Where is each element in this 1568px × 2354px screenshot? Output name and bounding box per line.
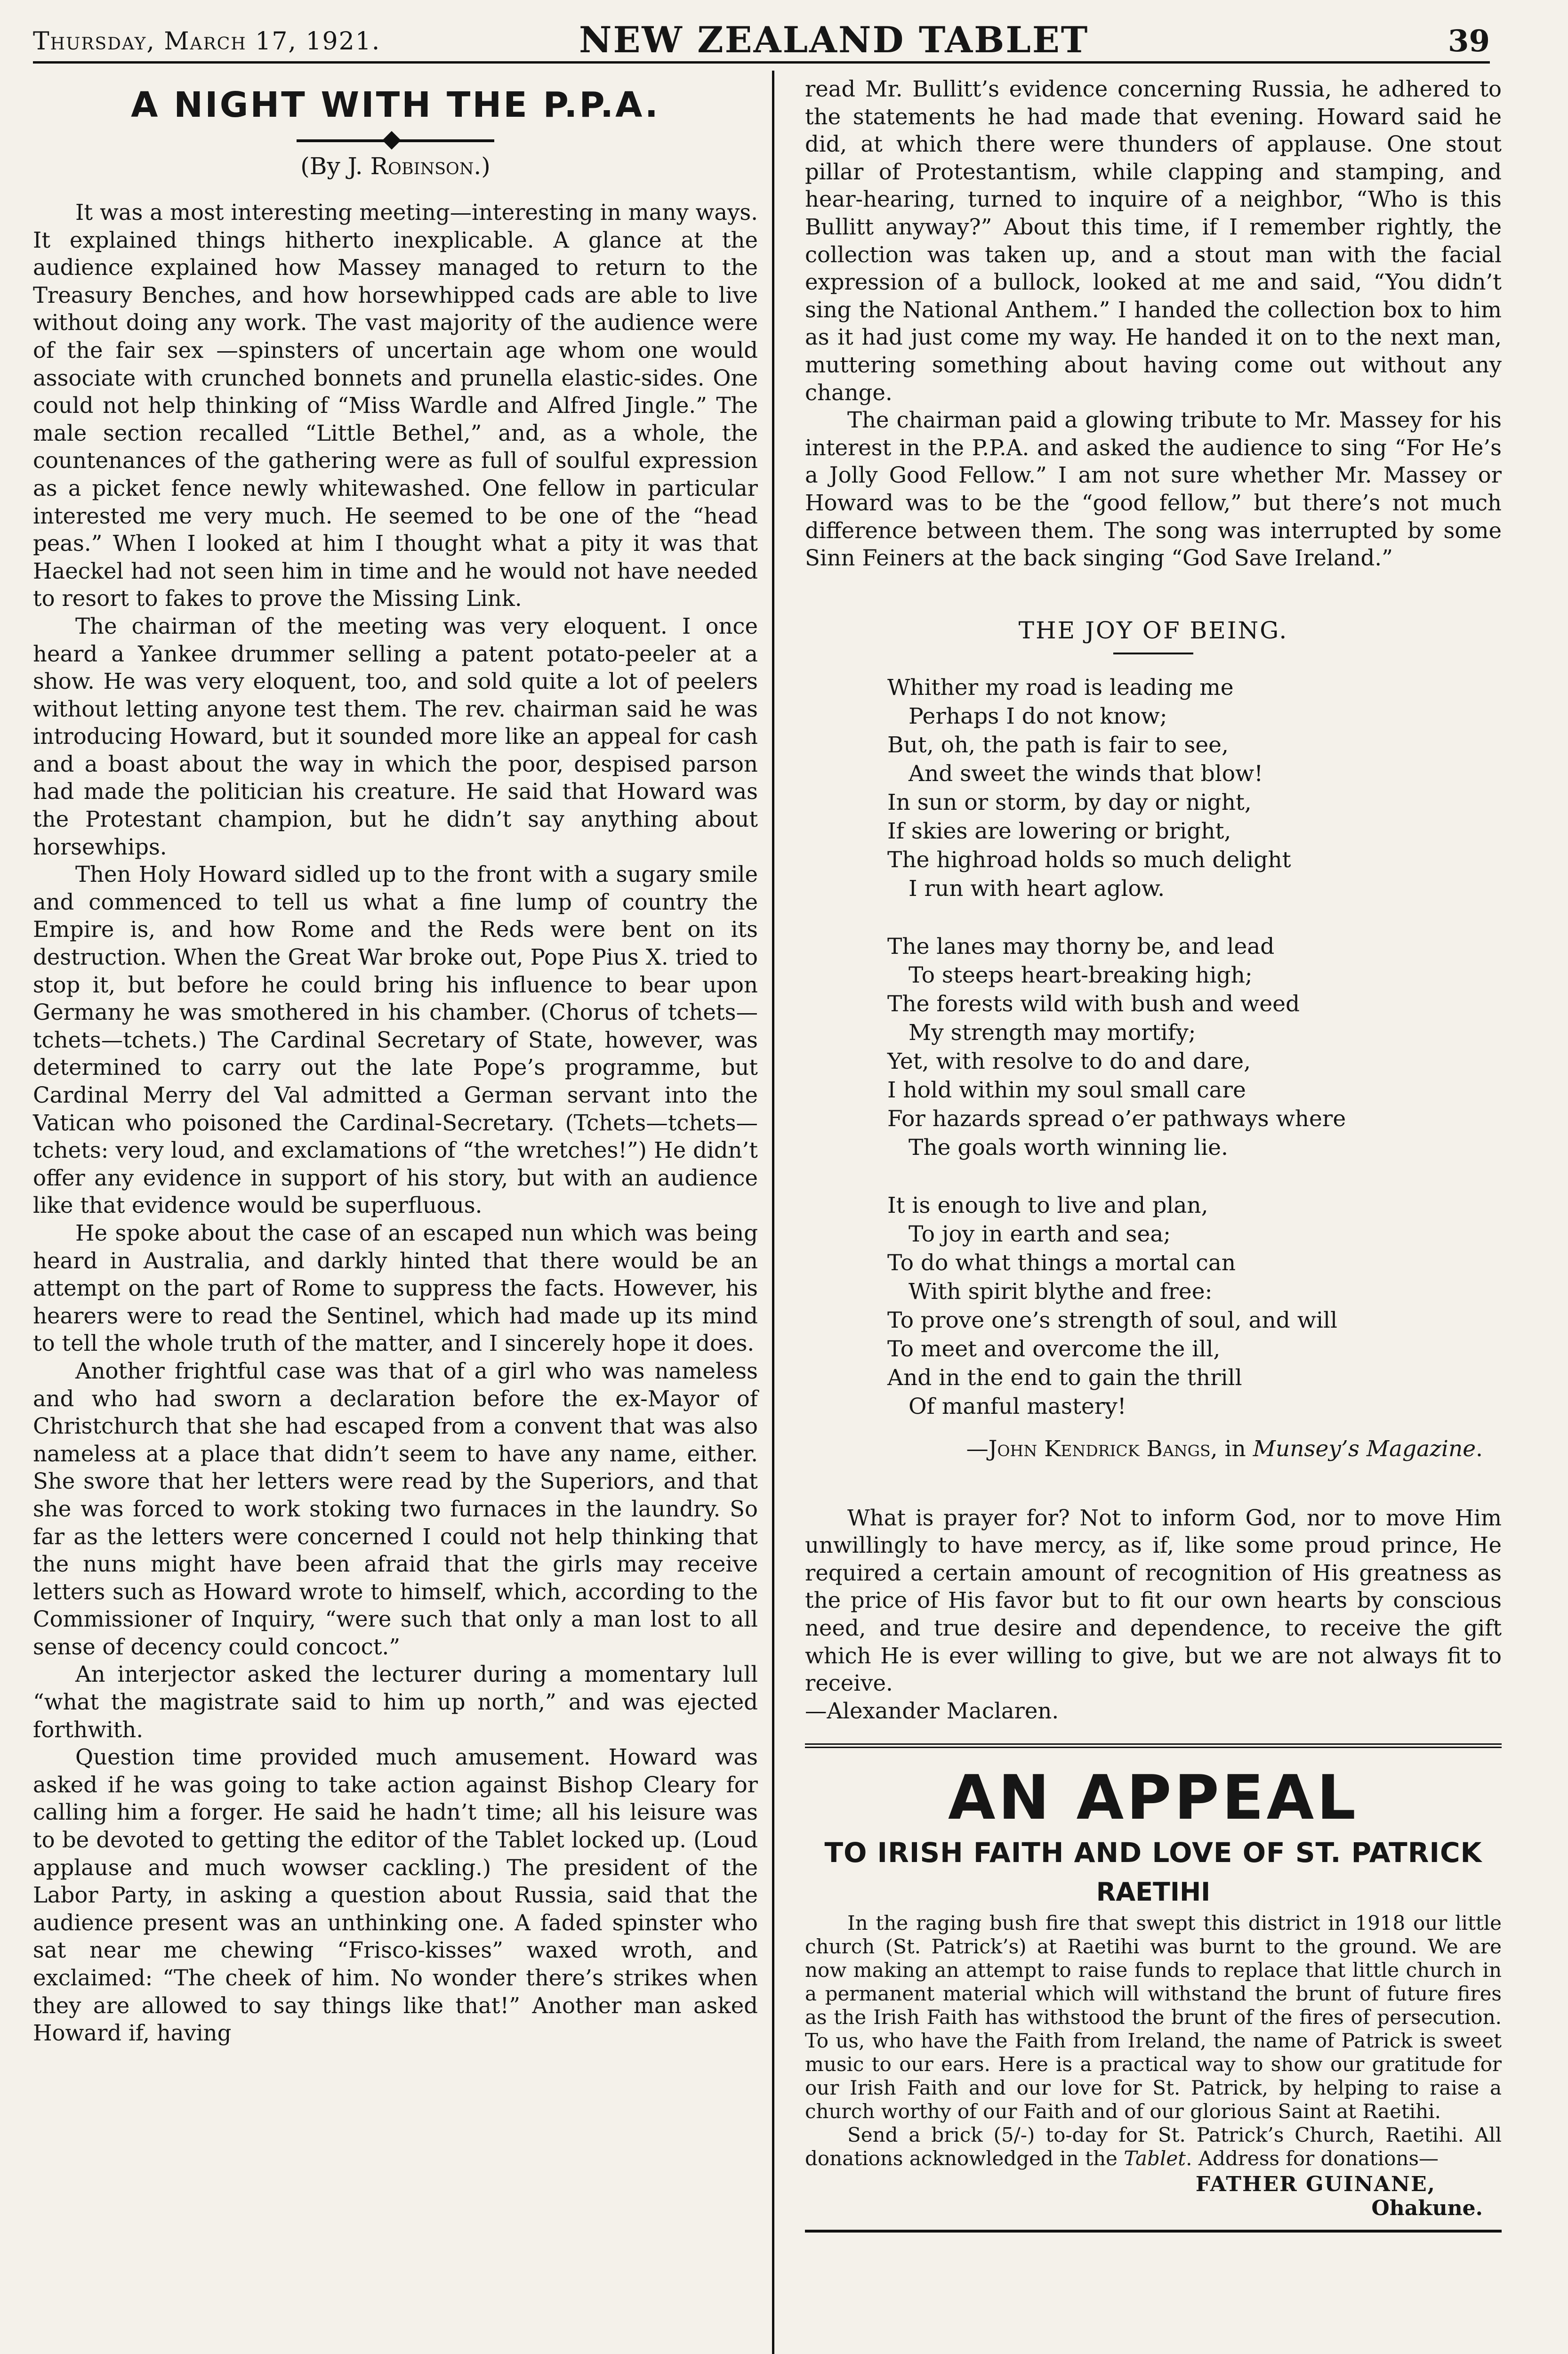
page-header: [33, 19, 1490, 64]
poem: [887, 673, 1502, 1421]
poem-line: But, oh, the path is fair to see,: [887, 732, 1229, 758]
article-paragraph: An interjector asked the lecturer during a momentary lull “what the magistrate said to him up north,” and was ejected forthwith.: [33, 1661, 758, 1742]
poem-line: To prove one’s strength of soul, and will: [887, 1307, 1338, 1333]
appeal-signature: FATHER GUINANE,: [1195, 2172, 1436, 2197]
credit-in: , in: [1210, 1435, 1253, 1462]
poem-line: If skies are lowering or bright,: [887, 818, 1231, 844]
poem-line: I run with heart aglow.: [909, 875, 1165, 902]
byline-open: (By J.: [300, 153, 370, 180]
issue-date: Thursday, March 17, 1921.: [33, 27, 381, 56]
poem-line: With spirit blythe and free:: [909, 1278, 1213, 1305]
byline-close: .): [474, 153, 491, 180]
prayer-quote: [805, 1504, 1502, 1725]
poem-title: THE JOY OF BEING.: [1018, 616, 1288, 644]
poem-line: And in the end to gain the thrill: [887, 1364, 1242, 1391]
credit-author: John Kendrick Bangs: [988, 1435, 1211, 1462]
credit-source: Munsey’s Magazine: [1253, 1435, 1476, 1462]
appeal-subtitle: TO IRISH FAITH AND LOVE OF ST. PATRICK: [824, 1837, 1482, 1869]
article-paragraph: He spoke about the case of an escaped nun which was being heard in Australia, and darkly hinted that there would be an attempt on the part of Rome to suppress the facts. However, his hearers were to read the Sentinel, which had made up its mind to tell the whole truth of the matter, and I sincerely hope it does.: [33, 1220, 758, 1356]
article-title: A NIGHT WITH THE P.P.A.: [131, 85, 660, 125]
poem-line: Perhaps I do not know;: [909, 703, 1167, 729]
article-continued-paragraph: read Mr. Bullitt’s evidence concerning Russia, he adhered to the statements he had made that evening. Howard said he did, at which there were thunders of applause. One stout pillar of Protestantism, while clapping and stamping, and hear-hearing, turned to inquire of a neighbor, “Who is this Bullitt anyway?” About this time, if I remember rightly, the collection was taken up, and a stout man with the facial expression of a bullock, looked at me and said, “You didn’t sing the National Anthem.” I handed the collection box to him as it had just come my way. He handed it on to the next man, muttering something about having come out without any change.: [805, 76, 1502, 405]
poem-line: To steeps heart-breaking high;: [909, 962, 1253, 988]
column-divider: [772, 71, 774, 2354]
appeal-text: [805, 1911, 1502, 2170]
credit-dash: —: [966, 1435, 989, 1462]
appeal-p2-end: . Address for donations—: [1186, 2147, 1439, 2170]
left-column: [33, 75, 758, 2047]
article-paragraph: The chairman of the meeting was very eloquent. I once heard a Yankee drummer selling a patent potato-peeler at a show. He was very eloquent, too, and sold quite a lot of peelers without letting anyone test them. The rev. chairman said he was introducing Howard, but it sounded more like an appeal for cash and a boast about the way in which the poor, despised parson had made the politician his creature. He said that Howard was the Protestant champion, but he didn’t say anything about horsewhips.: [33, 613, 758, 860]
appeal-paragraph-2: [805, 2123, 1502, 2170]
appeal-title: AN APPEAL: [948, 1762, 1359, 1834]
poem-line: To joy in earth and sea;: [909, 1221, 1171, 1247]
appeal-place: RAETIHI: [1096, 1877, 1211, 1907]
poem-stanza: [887, 673, 1502, 903]
appeal-p2-italic: Tablet: [1124, 2147, 1186, 2170]
right-column: [805, 75, 1502, 2233]
poem-line: Yet, with resolve to do and dare,: [887, 1048, 1251, 1074]
article-paragraph: It was a most interesting meeting—interesting in many ways. It explained things hitherto inexplicable. A glance at the audience explained how Massey managed to return to the Treasury Benches, and how horsewhipped cads are able to live without doing any work. The vast majority of the audience were of the fair sex —spinsters of uncertain age whom one would associate with crunched bonnets and prunella elastic-sides. One could not help thinking of “Miss Wardle and Alfred Jingle.” The male section recalled “Little Bethel,” and, as a whole, the countenances of the gathering were as full of soulful expression as a picket fence newly whitewashed. One fellow in particular interested me very much. He seemed to be one of the “head peas.” When I looked at him I thought what a pity it was that Haeckel had not seen him in time and he would not have needed to resort to fakes to prove the Missing Link.: [33, 200, 758, 612]
poem-line: To meet and overcome the ill,: [887, 1336, 1221, 1362]
appeal-notice: [805, 1743, 1502, 2233]
article-paragraph: Another frightful case was that of a girl who was nameless and who had sworn a declaration before the ex-Mayor of Christchurch that she had escaped from a convent that was also nameless at a place that didn’t seem to have any name, either. She swore that her letters were read by the Superiors, and that she was forced to work stoking two furnaces in the laundry. So far as the letters were concerned I could not help thinking that the nuns might have been afraid that the girls may receive letters such as Howard wrote to himself, which, according to the Commissioner of Inquiry, “were such that only a man lost to all sense of decency could concoct.”: [33, 1358, 758, 1660]
poem-line: The lanes may thorny be, and lead: [887, 933, 1275, 959]
byline: [33, 153, 758, 180]
poem-line: Of manful mastery!: [909, 1393, 1126, 1419]
page-number: 39: [1447, 24, 1490, 59]
poem-line: To do what things a mortal can: [887, 1250, 1236, 1276]
poem-line: I hold within my soul small care: [887, 1077, 1246, 1103]
poem-line: And sweet the winds that blow!: [909, 760, 1263, 787]
poem-line: The forests wild with bush and weed: [887, 991, 1300, 1017]
article-continued-paragraph: The chairman paid a glowing tribute to Mr. Massey for his interest in the P.P.A. and asked the audience to sing “For He’s a Jolly Good Fellow.” I am not sure whether Mr. Massey or Howard was to be the “good fellow,” but there’s not much difference between them. The song was interrupted by some Sinn Feiners at the back singing “God Save Ireland.”: [805, 407, 1502, 571]
quote-author: —Alexander Maclaren.: [805, 1698, 1059, 1724]
appeal-p2-main: Send a brick (5/-) to-day for St. Patrick’s Church, Raetihi. All donations acknowledged in the: [805, 2123, 1502, 2170]
poem-credit: [805, 1436, 1483, 1462]
appeal-paragraph: In the raging bush fire that swept this district in 1918 our little church (St. Patrick’s) at Raetihi was burnt to the ground. We are now making an attempt to raise funds to replace that little church in a permanent material which will withstand the brunt of future fires as the Irish Faith has withstood the brunt of the fires of persecution. To us, who have the Faith from Ireland, the name of Patrick is sweet music to our ears. Here is a practical way to show our gratitude for our Irish Faith and our love for St. Patrick, by helping to raise a church worthy of our Faith and of our glorious Saint at Raetihi.: [805, 1911, 1502, 2123]
credit-end: .: [1476, 1435, 1483, 1462]
poem-line: Whither my road is leading me: [887, 674, 1234, 701]
poem-line: It is enough to live and plan,: [887, 1192, 1208, 1218]
poem-line: The goals worth winning lie.: [909, 1134, 1228, 1161]
byline-name: Robinson: [370, 153, 474, 180]
title-ornament: [297, 139, 494, 142]
poem-line: My strength may mortify;: [909, 1019, 1196, 1046]
appeal-location: Ohakune.: [1371, 2196, 1483, 2221]
poem-line: For hazards spread o’er pathways where: [887, 1105, 1346, 1132]
publication-title: NEW ZEALAND TABLET: [579, 19, 1089, 61]
poem-line: In sun or storm, by day or night,: [887, 789, 1252, 815]
poem-line: The highroad holds so much delight: [887, 846, 1291, 873]
quote-text: What is prayer for? Not to inform God, nor to move Him unwillingly to have mercy, as if, like some proud prince, He required a certain amount of recognition of His greatness as the price of His favor but to fit our own hearts by conscious need, and true desire and dependence, to receive the gift which He is ever willing to give, but we are not always fit to receive.: [805, 1505, 1502, 1696]
poem-stanza: [887, 1191, 1502, 1421]
poem-stanza: [887, 932, 1502, 1162]
article-paragraph: Question time provided much amusement. Howard was asked if he was going to take action against Bishop Cleary for calling him a forger. He said he hadn’t time; all his leisure was to be devoted to getting the editor of the Tablet locked up. (Loud applause and much wowser cackling.) The president of the Labor Party, in asking a question about Russia, said that the audience present was an unthinking one. A faded spinster who sat near me chewing “Frisco-kisses” waxed wroth, and exclaimed: “The cheek of him. No wonder there’s strikes when they are allowed to say things like that!” Another man asked Howard if, having: [33, 1744, 758, 2046]
article-paragraph: Then Holy Howard sidled up to the front with a sugary smile and commenced to tell us what a fine lump of country the Empire is, and how Rome and the Reds were bent on its destruction. When the Great War broke out, Pope Pius X. tried to stop it, but before he could bring his influence to bear upon Germany he was smothered in his chamber. (Chorus of tchets—tchets—tchets.) The Cardinal Secretary of State, however, was determined to carry out the late Pope’s programme, but Cardinal Merry del Val admitted a German servant into the Vatican who poisoned the Cardinal-Secretary. (Tchets—tchets—tchets: very loud, and exclamations of “the wretches!”) He didn’t offer any evidence in support of his story, but with an audience like that evidence would be superfluous.: [33, 862, 758, 1218]
poem-rule: [1113, 653, 1193, 654]
